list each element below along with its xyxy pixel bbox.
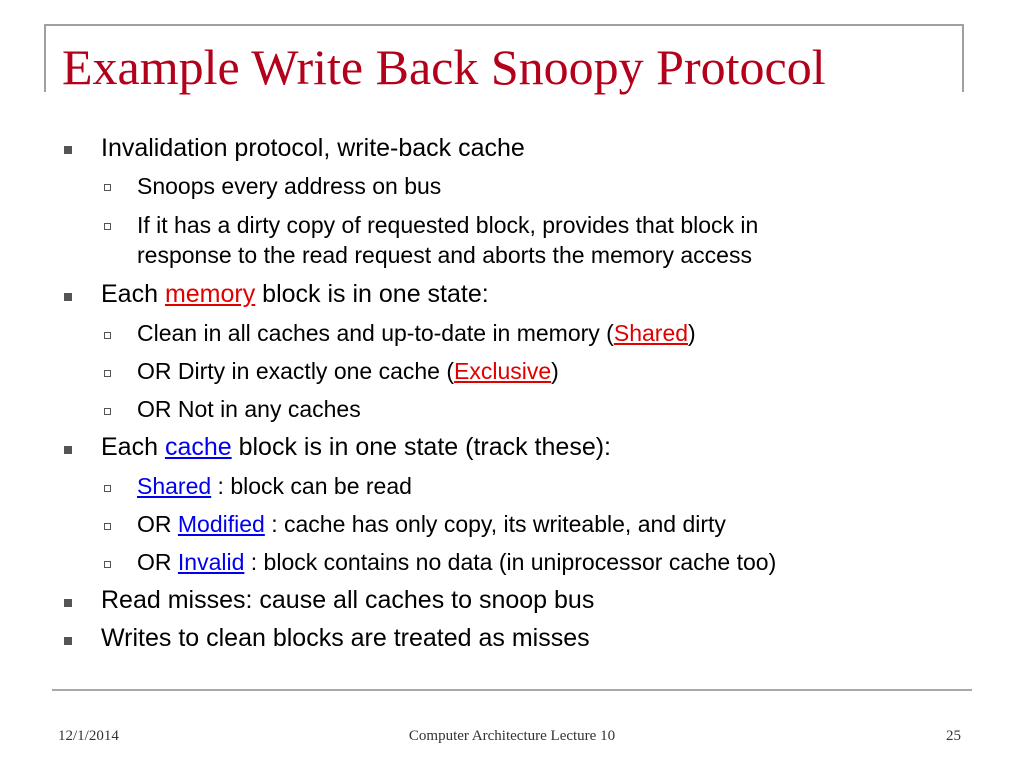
bullet-5: Writes to clean blocks are treated as misses	[101, 624, 590, 652]
frame-left-line	[44, 24, 46, 92]
modified-link[interactable]: Modified	[177, 511, 265, 537]
bullet-2-pre: Each	[101, 280, 165, 308]
footer-divider	[52, 689, 972, 691]
bullet-4: Read misses: cause all caches to snoop bus	[101, 586, 595, 614]
bullet-3-sub-2	[137, 511, 726, 538]
bullet-1-sub-2-line-2: response to the read request and aborts the memory access	[137, 242, 752, 268]
frame-right-line	[962, 24, 964, 92]
bullet-square-icon	[64, 146, 72, 154]
exclusive-link[interactable]: Exclusive	[454, 358, 552, 384]
sub-bullet-box-icon	[104, 332, 111, 339]
slide-title: Example Write Back Snoopy Protocol	[62, 39, 826, 95]
bullet-3-sub-2-pre: OR	[137, 511, 178, 537]
bullet-3	[101, 433, 611, 462]
bullet-3-post: block is in one state (track these):	[231, 433, 611, 461]
sub-bullet-box-icon	[104, 184, 111, 191]
sub-bullet-box-icon	[104, 408, 111, 415]
bullet-2-sub-3: OR Not in any caches	[137, 396, 361, 422]
bullet-3-sub-1	[137, 473, 412, 500]
bullet-2-sub-1-pre: Clean in all caches and up-to-date in memory (	[137, 320, 614, 346]
bullet-3-sub-3	[137, 549, 776, 576]
invalid-link[interactable]: Invalid	[177, 549, 245, 575]
slide-number: 25	[946, 728, 961, 744]
bullet-3-sub-2-post: : cache has only copy, its writeable, and dirty	[264, 511, 726, 537]
bullet-2-sub-2-post: )	[551, 358, 559, 384]
bullet-2	[101, 280, 489, 309]
footer-date: 12/1/2014	[58, 728, 119, 744]
frame-top-line	[44, 24, 964, 26]
cache-link[interactable]: cache	[164, 433, 232, 461]
sub-bullet-box-icon	[104, 223, 111, 230]
bullet-square-icon	[64, 446, 72, 454]
shared-link-red[interactable]: Shared	[613, 320, 689, 346]
bullet-1: Invalidation protocol, write-back cache	[101, 134, 525, 162]
sub-bullet-box-icon	[104, 523, 111, 530]
bullet-3-sub-3-post: : block contains no data (in uniprocessor cache too)	[244, 549, 777, 575]
sub-bullet-box-icon	[104, 485, 111, 492]
bullet-square-icon	[64, 293, 72, 301]
bullet-square-icon	[64, 637, 72, 645]
bullet-2-sub-2-pre: OR Dirty in exactly one cache (	[137, 358, 455, 384]
sub-bullet-box-icon	[104, 370, 111, 377]
footer-course: Computer Architecture Lecture 10	[408, 728, 616, 744]
bullet-3-sub-1-post: : block can be read	[211, 473, 412, 499]
bullet-1-sub-2-line-1: If it has a dirty copy of requested block, provides that block in	[137, 212, 759, 238]
shared-link-blue[interactable]: Shared	[137, 473, 212, 499]
bullet-2-sub-1	[137, 320, 696, 347]
bullet-square-icon	[64, 599, 72, 607]
bullet-3-sub-3-pre: OR	[137, 549, 178, 575]
bullet-2-post: block is in one state:	[255, 280, 489, 308]
bullet-3-pre: Each	[101, 433, 165, 461]
bullet-2-sub-1-post: )	[688, 320, 696, 346]
bullet-2-sub-2	[137, 358, 559, 385]
bullet-1-sub-1: Snoops every address on bus	[137, 173, 442, 199]
memory-link[interactable]: memory	[164, 280, 256, 308]
sub-bullet-box-icon	[104, 561, 111, 568]
